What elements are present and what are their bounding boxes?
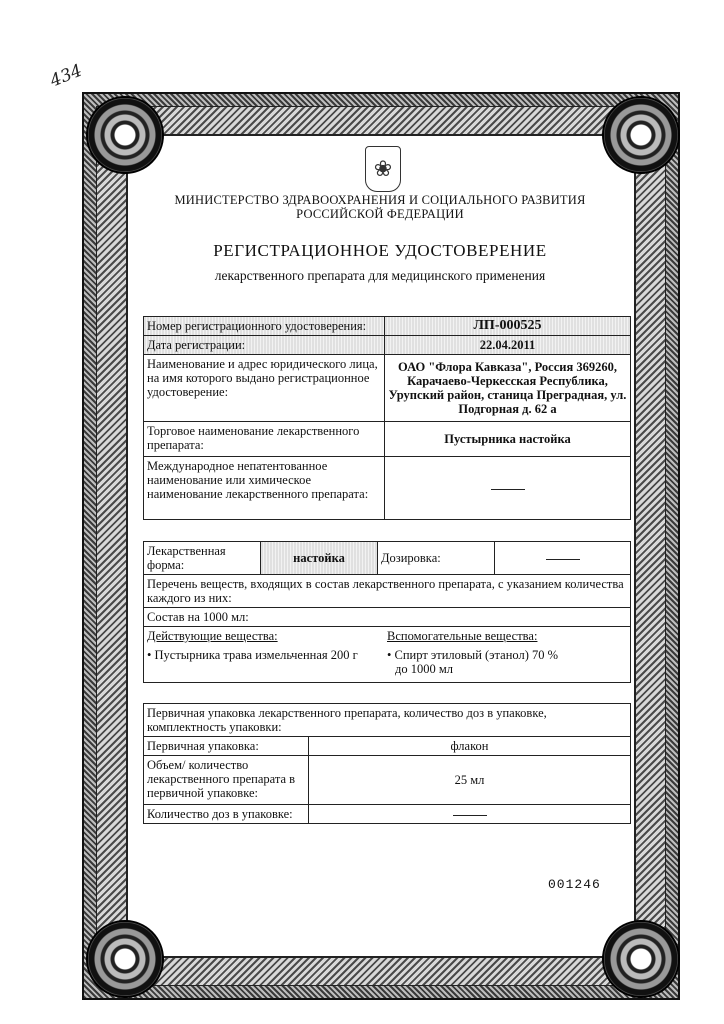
dosage-label: Дозировка: (378, 542, 495, 575)
registration-table (143, 316, 631, 520)
packaging-heading: Первичная упаковка лекарственного препарата, количество доз в упаковке, комплектность упаковки: (144, 704, 631, 737)
registration-number: ЛП-000525 (385, 317, 631, 336)
table-row (144, 336, 631, 355)
table-row (144, 542, 631, 575)
ministry-line-2: РОССИЙСКОЙ ФЕДЕРАЦИИ (296, 207, 464, 221)
empty-dash (546, 559, 580, 560)
field-label: Торговое наименование лекарственного препарата: (144, 422, 385, 457)
table-row (144, 317, 631, 336)
composition-table (143, 541, 631, 683)
excipient-item: • Спирт этиловый (этанол) 70 % (387, 648, 559, 662)
empty-dash (491, 489, 525, 490)
form-value: настойка (261, 542, 378, 575)
holder-name-address: ОАО "Флора Кавказа", Россия 369260, Карачаево-Черкесская Республика, Урупский район, станица Преградная, ул. Подгорная д. 62 а (385, 355, 631, 422)
document-subtitle: лекарственного препарата для медицинского применения (214, 268, 546, 283)
table-row (144, 457, 631, 520)
field-label: Объем/ количество лекарственного препарата в первичной упаковке: (144, 756, 309, 805)
doses-value (309, 805, 631, 824)
field-label: Количество доз в упаковке: (144, 805, 309, 824)
ingredients (147, 629, 627, 676)
table-row (144, 737, 631, 756)
primary-package: флакон (309, 737, 631, 756)
active-substances (147, 629, 387, 676)
corner-rosette-icon (86, 96, 164, 174)
field-label: Первичная упаковка: (144, 737, 309, 756)
serial-number: 001246 (548, 877, 601, 892)
table-row (144, 422, 631, 457)
table-row (144, 608, 631, 627)
active-item: • Пустырника трава измельченная 200 г (147, 648, 358, 662)
field-label: Наименование и адрес юридического лица, на имя которого выдано регистрационное удостоверение: (144, 355, 385, 422)
volume-value: 25 мл (309, 756, 631, 805)
active-heading: Действующие вещества: (147, 629, 278, 643)
handwritten-page-number: 434 (47, 60, 86, 92)
table-row (144, 756, 631, 805)
corner-rosette-icon (602, 96, 680, 174)
inn-name (385, 457, 631, 520)
trade-name: Пустырника настойка (385, 422, 631, 457)
table-row (144, 704, 631, 737)
field-label: Номер регистрационного удостоверения: (144, 317, 385, 336)
table-row (144, 627, 631, 683)
packaging-table (143, 703, 631, 824)
table-row (144, 805, 631, 824)
field-label: Международное непатентованное наименование или химическое наименование лекарственного препарата: (144, 457, 385, 520)
field-label: Дата регистрации: (144, 336, 385, 355)
empty-dash (453, 815, 487, 816)
corner-rosette-icon (86, 920, 164, 998)
table-row (144, 355, 631, 422)
registration-date: 22.04.2011 (385, 336, 631, 355)
excipients (387, 629, 558, 676)
ministry-line-1: МИНИСТЕРСТВО ЗДРАВООХРАНЕНИЯ И СОЦИАЛЬНОГО РАЗВИТИЯ (174, 193, 586, 207)
excipient-heading: Вспомогательные вещества: (387, 629, 538, 643)
coat-of-arms-icon: ❀ (365, 146, 401, 192)
composition-amount: Состав на 1000 мл: (144, 608, 631, 627)
substances-heading: Перечень веществ, входящих в состав лекарственного препарата, с указанием количества каждого из них: (144, 575, 631, 608)
ministry-header (150, 193, 610, 221)
dosage-value (495, 542, 631, 575)
excipient-item-cont: до 1000 мл (395, 662, 454, 676)
form-label: Лекарственная форма: (144, 542, 261, 575)
document-title: РЕГИСТРАЦИОННОЕ УДОСТОВЕРЕНИЕ (213, 241, 547, 260)
corner-rosette-icon (602, 920, 680, 998)
table-row (144, 575, 631, 608)
